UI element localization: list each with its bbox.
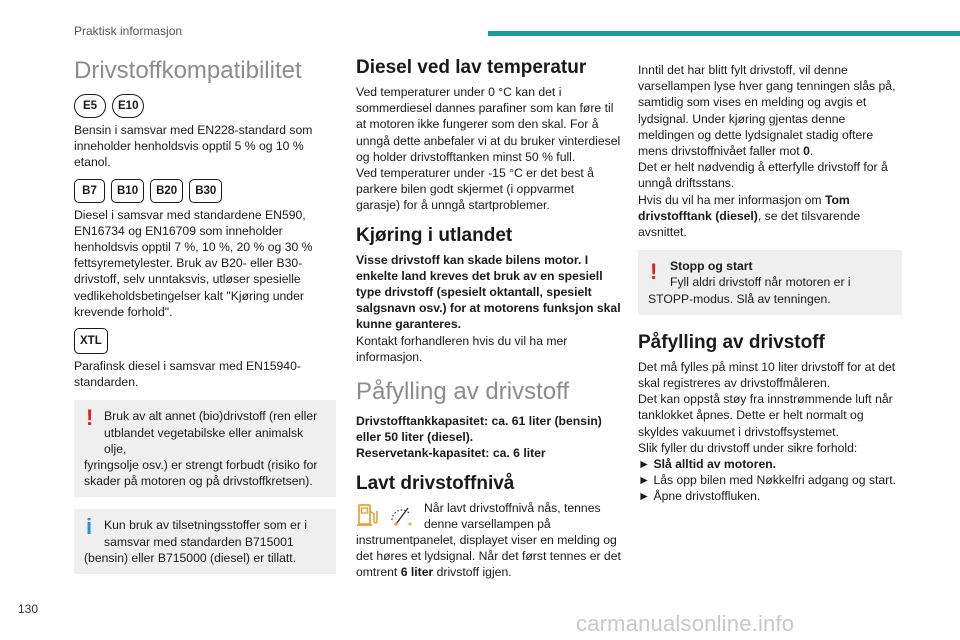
heading-refuelling-procedure: Påfylling av drivstoff [638, 331, 825, 353]
step-text: Slå alltid av motoren. [653, 457, 777, 472]
xtl-text: Parafinsk diesel i samsvar med EN15940-standarden. [74, 359, 301, 390]
stop-start-text-first: Fyll aldri drivstoff når motoren er i [670, 275, 851, 290]
badge-b20-icon: B20 [150, 179, 183, 203]
heading-driving-abroad: Kjøring i utlandet [356, 224, 513, 246]
warning-exclamation-icon: ! [86, 405, 94, 431]
warning-lamp-zero: 0 [803, 144, 810, 159]
badge-b7-icon: B7 [74, 179, 105, 203]
tank-capacity: Drivstofftankkapasitet: ca. 61 liter (bensin) eller 50 liter (diesel). [356, 414, 602, 445]
low-fuel-row [356, 500, 621, 532]
bullet-arrow-icon: ► [638, 489, 651, 504]
more-info-text-b: , se det tilsvarende avsnittet. [638, 208, 861, 240]
badge-e10-icon: E10 [112, 94, 144, 118]
refuel-text-2: Det kan oppstå støy fra innstrømmende luft når tanklokket åpnes. Dette er helt normalt og skyldes vakuumet i drivstoffsystemet. [638, 392, 893, 439]
stop-start-text-rest: STOPP-modus. Slå av tenningen. [648, 291, 831, 306]
page-number: 130 [18, 602, 39, 616]
header-accent-bar [488, 31, 960, 36]
section-title-fuel-compatibility: Drivstoffkompatibilitet [74, 57, 302, 84]
warning-lamp-text [638, 62, 902, 159]
bullet-arrow-icon: ► [638, 457, 651, 472]
reserve-capacity: Reservetank-kapasitet: ca. 6 liter [356, 446, 546, 461]
low-fuel-text-first: Når lavt drivstoffnivå nås, tennes denne varsellampen på [424, 500, 601, 531]
warning-lamp-text-a: Inntil det har blitt fylt drivstoff, vil denne varsellampen lyse hver gang tenningen slås på, samtidig som vises en melding og avgis et lydsignal. Under kjøring gjentas denne meldingen og dette lydsignalet stadig oftere mens drivstoffnivået faller mot [638, 63, 896, 159]
empty-tank-link[interactable]: Tom drivstofftank (diesel) [638, 192, 850, 223]
refuel-step-2 [638, 472, 902, 488]
column-1 [74, 56, 336, 574]
low-fuel-amount: 6 liter [400, 565, 434, 580]
refuel-text-3: Slik fyller du drivstoff under sikre forhold: [638, 440, 858, 455]
more-info-text [638, 192, 902, 241]
petrol-badges [74, 94, 336, 118]
warning-exclamation-icon: ! [650, 259, 658, 285]
xtl-badges [74, 328, 336, 354]
low-fuel-text-b: drivstoff igjen. [433, 565, 512, 580]
refuel-step-3 [638, 488, 902, 504]
step-text: Åpne drivstoffluken. [653, 489, 761, 504]
badge-e5-icon: E5 [74, 94, 106, 118]
info-note [74, 509, 336, 574]
step-text: Lås opp bilen med Nøkkelfri adgang og start. [653, 473, 896, 488]
low-fuel-text-rest [356, 532, 621, 581]
warning-note [74, 400, 336, 497]
stop-start-note [638, 250, 902, 315]
diesel-text: Diesel i samsvar med standardene EN590, EN16734 og EN16709 som inneholder henholdsvis opptil 7 %, 10 %, 20 % og 30 % fettsyremetylester. Bruk av B20- eller B30-drivstoff, selv unntaksvis, utløser spesielle vedlikeholdsbetingelser kalt "Kjøring under krevende forhold". [74, 207, 313, 319]
heading-refuelling: Påfylling av drivstoff [356, 378, 569, 406]
diesel-badges [74, 179, 336, 203]
heading-low-fuel: Lavt drivstoffnivå [356, 472, 515, 494]
diesel-low-temp-text-2: Ved temperaturer under -15 °C er det best å parkere bilen godt skjermet (i oppvarmet garasje) for å unngå startproblemer. [356, 166, 594, 213]
fuel-pump-icon [356, 502, 380, 532]
watermark-text: carmanualsonline.info [576, 611, 795, 636]
low-fuel-text-a: instrumentpanelet, displayet viser en melding og det høres et lydsignal. Når det først tennes er det omtrent [356, 533, 621, 580]
warning-text-first: Bruk av alt annet (bio)drivstoff (ren eller utblandet vegetabilske eller animalsk olje, [104, 409, 318, 456]
info-icon: i [86, 514, 93, 540]
column-2 [356, 56, 621, 581]
section-header: Praktisk informasjon [74, 24, 183, 38]
warning-lamp-text-b: . [809, 144, 814, 159]
fuel-gauge-warning-icon [388, 502, 414, 532]
info-text-first: Kun bruk av tilsetningsstoffer som er i samsvar med standarden B715001 [104, 518, 307, 549]
badge-b10-icon: B10 [111, 179, 144, 203]
bullet-arrow-icon: ► [638, 473, 651, 488]
column-3 [638, 62, 902, 505]
stop-start-title: Stopp og start [670, 259, 753, 274]
heading-diesel-low-temp: Diesel ved lav temperatur [356, 57, 587, 78]
petrol-text: Bensin i samsvar med EN228-standard som inneholder henholdsvis opptil 5 % og 10 % etanol. [74, 123, 313, 170]
refuel-step-1 [638, 456, 902, 472]
badge-xtl-icon: XTL [74, 328, 108, 354]
warning-text-rest: fyringsolje osv.) er strengt forbudt (risiko for skader på motoren og på drivstoffkretsen). [84, 458, 318, 489]
refuel-text-1: Det må fylles på minst 10 liter drivstoff for at det skal registreres av drivstoffmåleren. [638, 359, 896, 391]
driving-abroad-bold-text: Visse drivstoff kan skade bilens motor. I enkelte land kreves det bruk av en spesiell type drivstoff (spesielt oktantall, spesielt salgsnavn osv.) for at motorens funksjon skal kunne garanteres. [356, 252, 621, 332]
driving-abroad-text: Kontakt forhandleren hvis du vil ha mer informasjon. [356, 333, 568, 364]
refill-necessary-text: Det er helt nødvendig å etterfylle drivstoff for å unngå driftsstans. [638, 160, 888, 191]
more-info-text-a: Hvis du vil ha mer informasjon om [638, 192, 825, 207]
badge-b30-icon: B30 [189, 179, 222, 203]
diesel-low-temp-text-1: Ved temperaturer under 0 °C kan det i sommerdiesel dannes parafiner som kan føre til at motoren ikke fungerer som den skal. For å unngå dette anbefaler vi at du bruker vinterdiesel og holder drivstofftanken minst 50 % full. [356, 85, 621, 164]
info-text-rest: (bensin) eller B715000 (diesel) er tillatt. [84, 550, 297, 565]
low-fuel-icons [356, 500, 414, 532]
